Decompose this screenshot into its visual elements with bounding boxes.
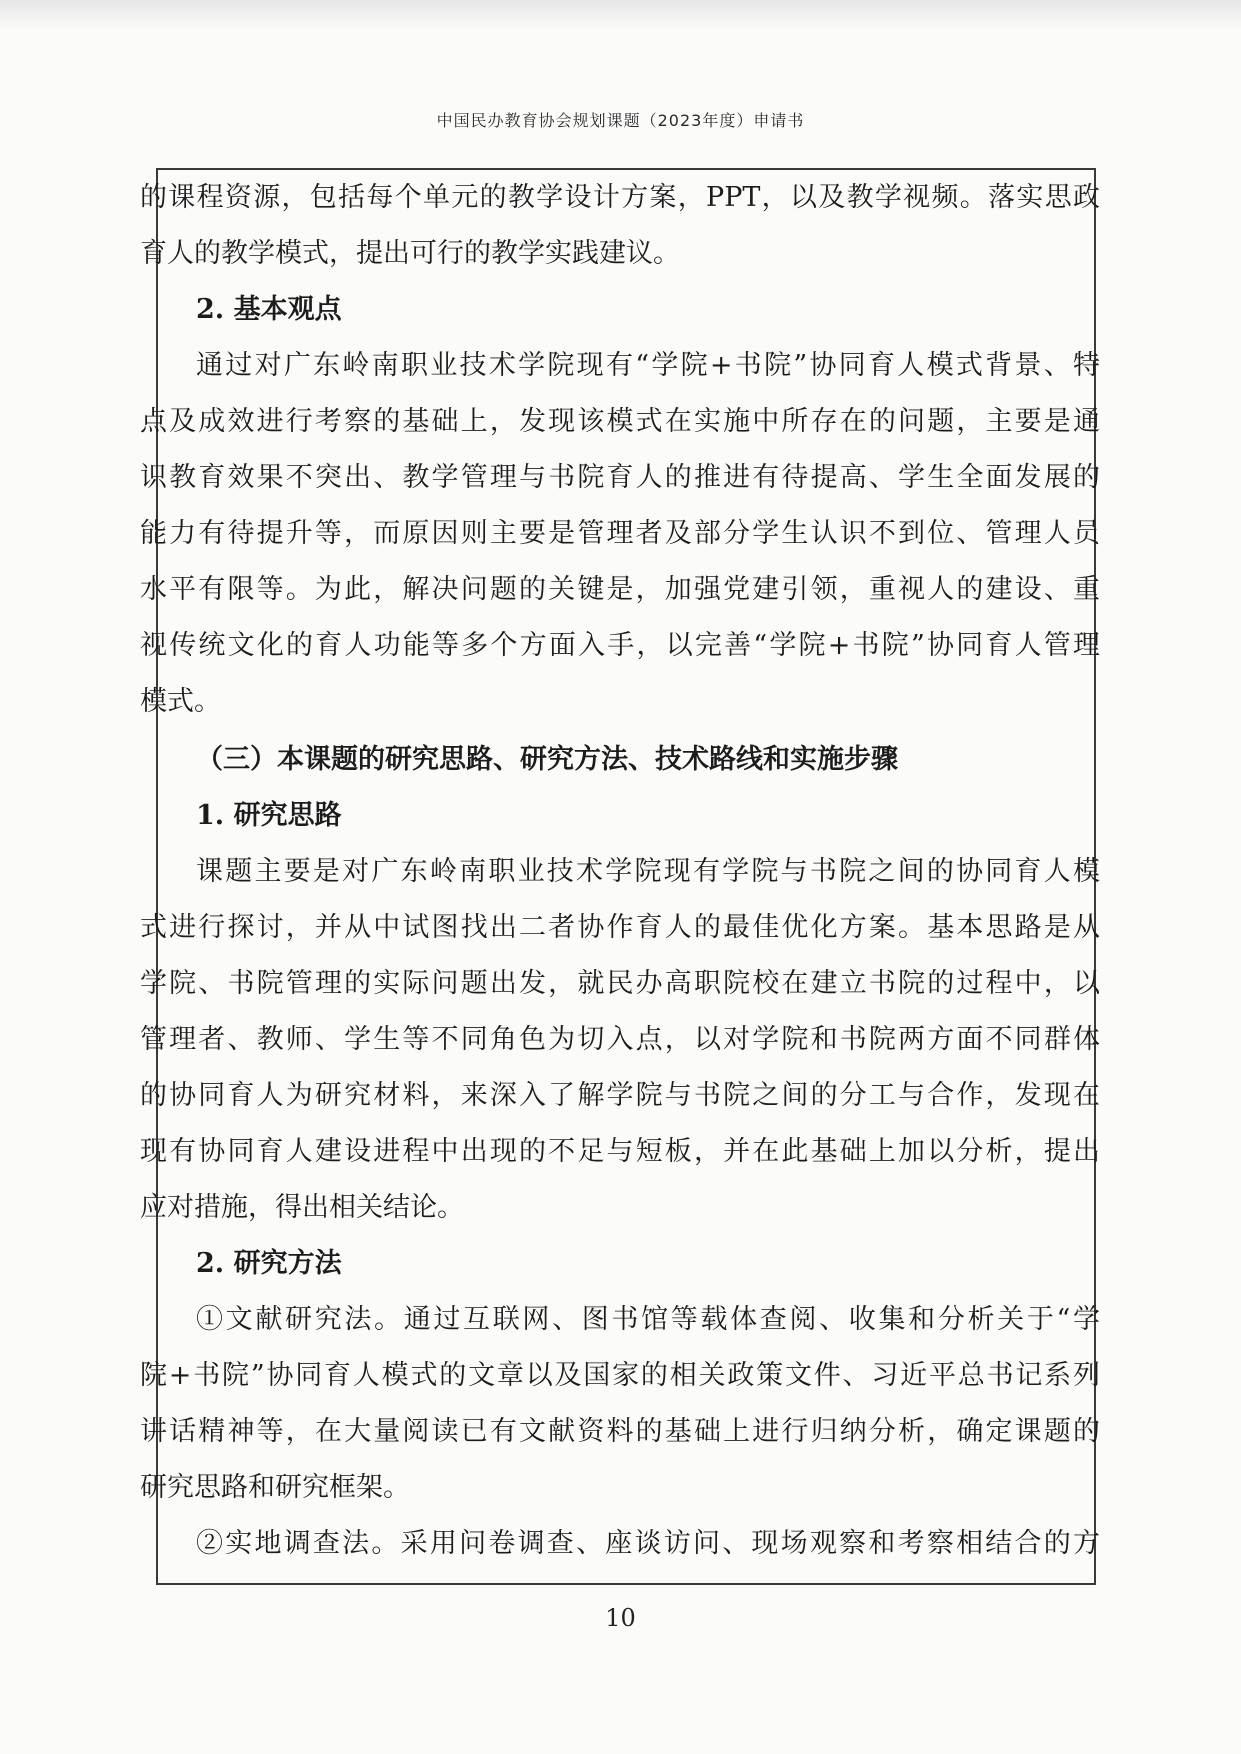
paragraph-line: 管理者、教师、学生等不同角色为切入点，以对学院和书院两方面不同群体 — [140, 1024, 1100, 1055]
paragraph-line: 水平有限等。为此，解决问题的关键是，加强党建引领，重视人的建设、重 — [140, 574, 1100, 605]
section-heading-3: （三）本课题的研究思路、研究方法、技术路线和实施步骤 — [196, 744, 898, 775]
paragraph-line: 通过对广东岭南职业技术学院现有“学院+书院”协同育人模式背景、特 — [196, 350, 1100, 381]
paragraph-line: 院+书院”协同育人模式的文章以及国家的相关政策文件、习近平总书记系列 — [140, 1360, 1100, 1391]
paragraph-line: 式进行探讨，并从中试图找出二者协作育人的最佳优化方案。基本思路是从 — [140, 912, 1100, 943]
paragraph-line: 点及成效进行考察的基础上，发现该模式在实施中所存在的问题，主要是通 — [140, 406, 1100, 437]
paragraph-line: 育人的教学模式，提出可行的教学实践建议。 — [140, 238, 680, 269]
paragraph-line: 讲话精神等，在大量阅读已有文献资料的基础上进行归纳分析，确定课题的 — [140, 1416, 1100, 1447]
paragraph-line: 能力有待提升等，而原因则主要是管理者及部分学生认识不到位、管理人员 — [140, 518, 1100, 549]
paragraph-line: 的协同育人为研究材料，来深入了解学院与书院之间的分工与合作，发现在 — [140, 1080, 1100, 1111]
heading-research-idea: 1. 研究思路 — [196, 800, 342, 831]
paragraph-line: 研究思路和研究框架。 — [140, 1472, 410, 1503]
paragraph-line: 的课程资源，包括每个单元的教学设计方案，PPT，以及教学视频。落实思政 — [140, 182, 1100, 213]
heading-research-method: 2. 研究方法 — [196, 1248, 342, 1279]
paragraph-line: 模式。 — [140, 686, 221, 717]
paragraph-line: 应对措施，得出相关结论。 — [140, 1192, 464, 1223]
page-header: 中国民办教育协会规划课题（2023年度）申请书 — [436, 111, 805, 130]
paragraph-line: ②实地调查法。采用问卷调查、座谈访问、现场观察和考察相结合的方 — [196, 1528, 1100, 1559]
paragraph-line: 现有协同育人建设进程中出现的不足与短板，并在此基础上加以分析，提出 — [140, 1136, 1100, 1167]
paragraph-line: ①文献研究法。通过互联网、图书馆等载体查阅、收集和分析关于“学 — [196, 1304, 1100, 1335]
scan-edge-shadow — [0, 0, 1241, 30]
heading-basic-views: 2. 基本观点 — [196, 294, 342, 325]
paragraph-line: 课题主要是对广东岭南职业技术学院现有学院与书院之间的协同育人模 — [196, 856, 1100, 887]
paragraph-line: 学院、书院管理的实际问题出发，就民办高职院校在建立书院的过程中，以 — [140, 968, 1100, 999]
content-body — [140, 170, 1100, 1572]
paragraph-line: 视传统文化的育人功能等多个方面入手，以完善“学院+书院”协同育人管理 — [140, 630, 1100, 661]
paragraph-line: 识教育效果不突出、教学管理与书院育人的推进有待提高、学生全面发展的 — [140, 462, 1100, 493]
page-number: 10 — [605, 1604, 636, 1632]
